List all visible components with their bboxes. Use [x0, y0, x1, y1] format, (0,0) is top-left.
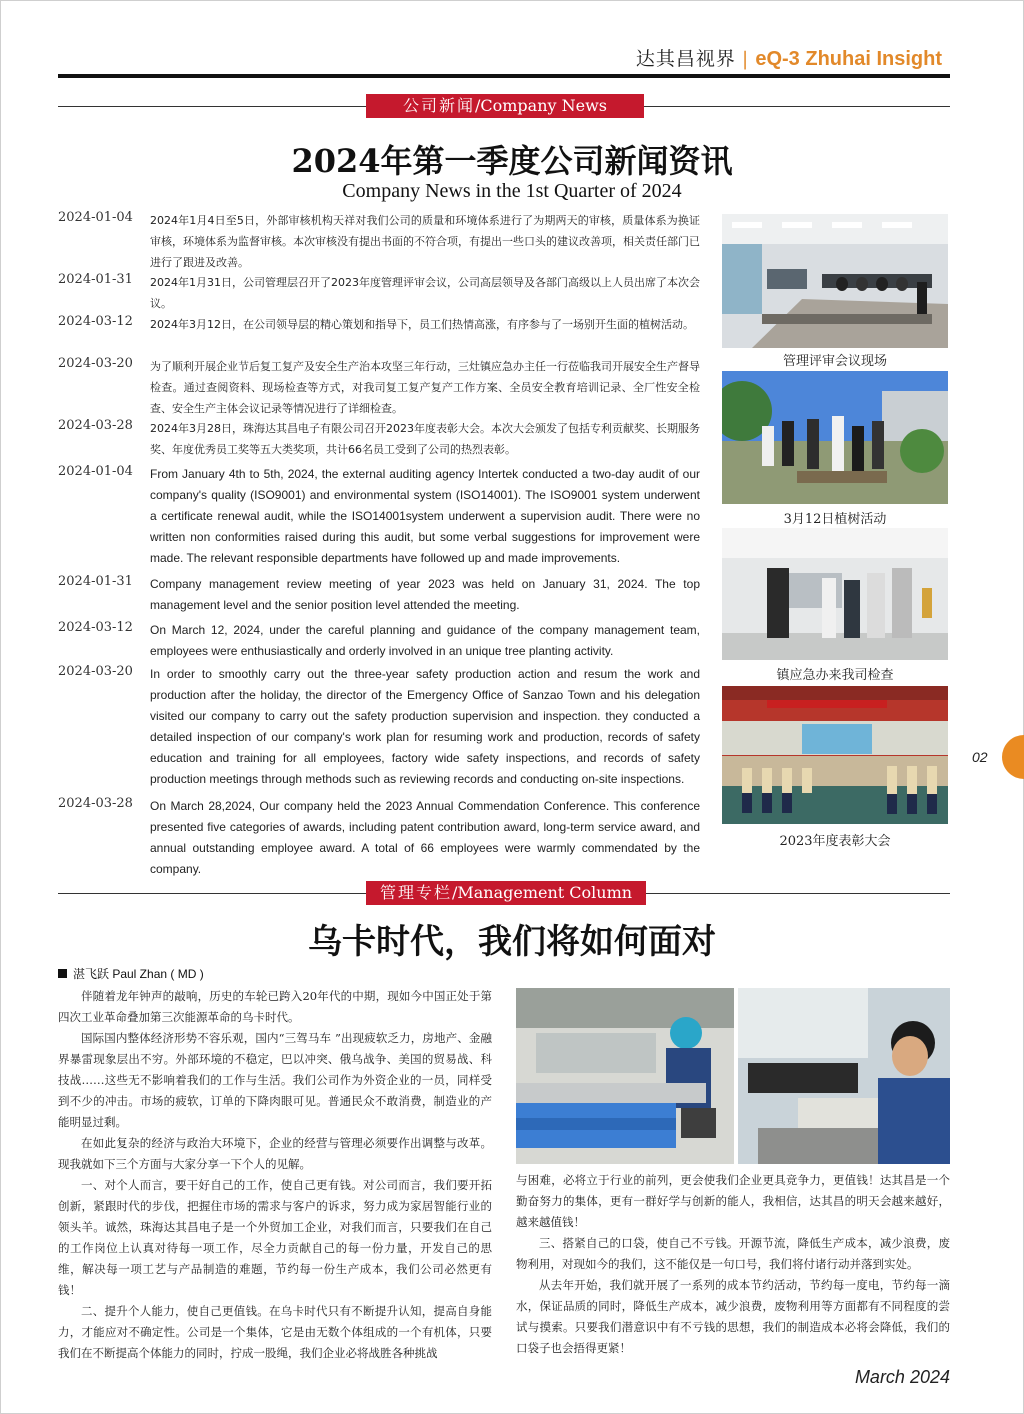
paragraph: 从去年开始，我们就开展了一系列的成本节约活动，节约每一度电，节约每一滴水，保证品质的同时，降低生产成本，减少浪费，废物利用等方面都有不同程度的尝试与摸索。只要我们潜意识中有不亏钱的思想，我们的制造成本必将会降低，我们的口袋子也会捂得更紧！ — [516, 1278, 950, 1355]
column-title: 乌卡时代，我们将如何面对 — [308, 922, 716, 962]
paragraph: 二、提升个人能力，使自己更值钱。在乌卡时代只有不断提升认知，提高自身能力，才能应对不确定性。公司是一个集体，它是由无数个体组成的一个有机体，只要我们在不断提高个体能力的同时，拧成一股绳，我们企业必将战胜各种挑战 — [58, 1304, 492, 1360]
news-tag-en: /Company News — [474, 96, 608, 115]
news-date: 2024-03-12 — [58, 314, 133, 329]
news-text: 为了顺利开展企业节后复工复产及安全生产治本攻坚三年行动，三灶镇应急办主任一行莅临我司开展安全生产督导检查。通过查阅资料、现场检查等方式，对我司复工复产复产工作方案、全员安全教育培训记录、全厂性安全检查、安全生产主体会议记录等情况进行了详细检查。 — [150, 360, 700, 415]
news-text: In order to smoothly carry out the three-year safety production action and resum the work and production after the holiday, the director of the Emergency Office of Sanzao Town and his delegation visited our company to carry out the safety production supervision and inspection. they conducted a detailed inspection of our company's work plan for resuming work and production, records of safety education and training for all employees, factory wide safety inspections, and records of safety production meetings through methods such as reviewing records and conducting on-site inspections. — [150, 667, 700, 786]
news-date: 2024-01-04 — [58, 464, 133, 479]
news-text: On March 12, 2024, under the careful planning and guidance of the company management team, employees were enthusiastically and orderly involved in an unique tree planting activity. — [150, 623, 700, 658]
paragraph: 国际国内整体经济形势不容乐观，国内“三驾马车 ”出现疲软乏力，房地产、金融界暴雷现象层出不穷。外部环境的不稳定，巴以冲突、俄乌战争、美国的贸易战、科技战……这些无不影响着我们的工作与生活。我们公司作为外资企业的一员，同样受到不少的冲击。市场的疲软，订单的下降肉眼可见。普通民众不敢消费，制造业的产能明显过剩。 — [58, 1031, 492, 1129]
news-title-en: Company News in the 1st Quarter of 2024 — [342, 180, 682, 202]
caption-inspection: 镇应急办来我司检查 — [776, 668, 894, 683]
photo-worker-computer — [738, 988, 950, 1164]
news-date: 2024-03-28 — [58, 418, 133, 433]
column-section-tag — [366, 881, 646, 905]
caption-tree-planting: 3月12日植树活动 — [783, 512, 887, 527]
brand-separator: | — [741, 48, 750, 70]
news-date: 2024-01-31 — [58, 272, 133, 287]
photo-meeting — [722, 214, 948, 348]
news-text: 2024年3月28日，珠海达其昌电子有限公司召开2023年度表彰大会。本次大会颁发了包括专利贡献奖、长期服务奖、年度优秀员工奖等五大类奖项，共计66名员工受到了公司的热烈表彰。 — [150, 422, 700, 456]
paragraph: 伴随着龙年钟声的敲响，历史的车轮已跨入20年代的中期，现如今中国正处于第四次工业革命叠加第三次能源革命的乌卡时代。 — [58, 989, 492, 1024]
news-text: 2024年1月31日，公司管理层召开了2023年度管理评审会议，公司高层领导及各部门高级以上人员出席了本次会议。 — [150, 276, 700, 310]
header-rule — [58, 74, 950, 78]
author-name: 湛飞跃 Paul Zhan ( MD ) — [73, 967, 204, 981]
news-date: 2024-01-31 — [58, 574, 133, 589]
caption-commendation: 2023年度表彰大会 — [779, 834, 891, 849]
paragraph: 在如此复杂的经济与政治大环境下，企业的经营与管理必须要作出调整与改革。现我就如下三个方面与大家分享一下个人的见解。 — [58, 1136, 492, 1171]
news-date: 2024-03-28 — [58, 796, 133, 811]
news-tag-cn: 公司新闻 — [402, 96, 475, 115]
column-tag-en: /Management Column — [451, 883, 633, 902]
news-text: 2024年1月4日至5日，外部审核机构天祥对我们公司的质量和环境体系进行了为期两天的审核，质量体系为换证审核，环境体系为监督审核。本次审核没有提出书面的不符合项，有提出一些口头的建议改善项，相关责任部门已进行了跟进及改善。 — [150, 214, 700, 269]
footer-date: March 2024 — [854, 1367, 950, 1387]
brand-cn: 达其昌视界 — [635, 48, 736, 70]
news-date: 2024-03-20 — [58, 664, 133, 679]
photo-worker-assembly — [516, 988, 734, 1164]
paragraph: 三、搭紧自己的口袋，使自己不亏钱。开源节流，降低生产成本，减少浪费，废物利用，对现如今的我们，这不能仅是一句口号，我们将付诸行动并落到实处。 — [516, 1236, 950, 1271]
news-text: On March 28,2024, Our company held the 2023 Annual Commendation Conference. This conference presented five categories of awards, including patent contribution award, long-term service award, and annual outstanding employee award. A total of 66 employees were warmly commendated by the company. — [150, 799, 700, 876]
column-right-text — [516, 1170, 950, 1359]
news-title-cn: 2024年第一季度公司新闻资讯 — [291, 142, 733, 180]
news-date: 2024-03-12 — [58, 620, 133, 635]
bullet-square-icon — [58, 969, 67, 978]
news-text: From January 4th to 5th, 2024, the external auditing agency Intertek conducted a two-day audit of our company's quality (ISO9001) and environmental system (ISO14001). The ISO9001 system underwent a certificate renewal audit, while the ISO14001system underwent a supervision audit. There were no written non conformities raised during this audit, but some verbal suggestions for improvement were made. The relevant responsible departments have followed up and made improvements. — [150, 467, 700, 565]
news-section-tag — [366, 94, 644, 118]
news-date: 2024-01-04 — [58, 210, 133, 225]
news-date: 2024-03-20 — [58, 356, 133, 371]
photo-inspection — [722, 528, 948, 660]
photo-commendation — [722, 686, 948, 824]
news-text: Company management review meeting of year 2023 was held on January 31, 2024. The top management level and the senior position level attended the meeting. — [150, 577, 700, 612]
header-brand — [636, 44, 942, 71]
photo-tree-planting — [722, 371, 948, 504]
brand-en: eQ-3 Zhuhai Insight — [755, 48, 942, 70]
column-tag-cn: 管理专栏 — [379, 883, 452, 902]
column-left-text — [58, 986, 492, 1364]
paragraph: 一、对个人而言，要干好自己的工作，使自己更有钱。对公司而言，我们要开拓创新，紧跟时代的步伐，把握住市场的需求与客户的诉求，努力成为家居智能行业的领头羊。诚然，珠海达其昌电子是一个外贸加工企业，对我们而言，只要我们在自己的工作岗位上认真对待每一项工作，尽全力贡献自己的每一份力量，开发自己的思维，解决每一项工艺与产品制造的难题，节约每一份生产成本，我们公司必然更有钱！ — [58, 1178, 492, 1297]
page-number: 02 — [972, 749, 988, 765]
caption-meeting: 管理评审会议现场 — [782, 354, 887, 369]
paragraph-continued: 与困难，必将立于行业的前列，更会使我们企业更具竞争力，更值钱！达其昌是一个勤奋努力的集体，更有一群好学与创新的能人，我相信，达其昌的明天会越来越好，越来越值钱！ — [516, 1173, 950, 1229]
news-text: 2024年3月12日，在公司领导层的精心策划和指导下，员工们热情高涨，有序参与了一场别开生面的植树活动。 — [150, 318, 694, 331]
author-byline — [58, 965, 204, 982]
